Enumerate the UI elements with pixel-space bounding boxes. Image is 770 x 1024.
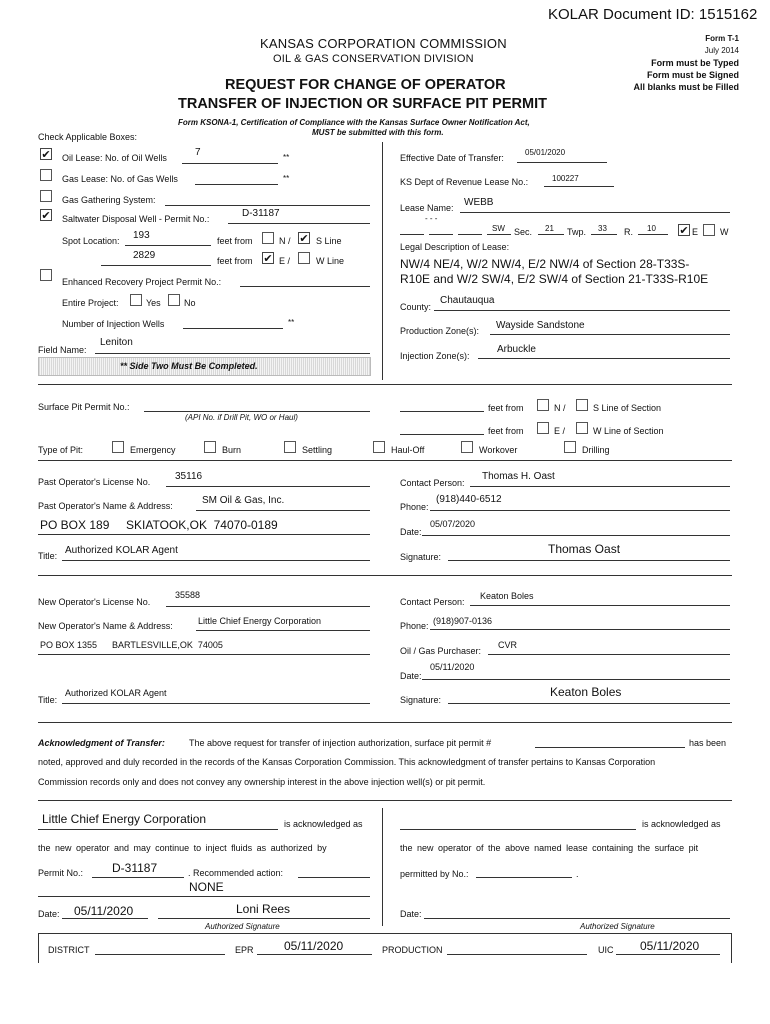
past-contact-line [470,486,730,487]
footer-uic-line [616,954,720,955]
pit-drilling-label: Drilling [582,445,610,455]
entire-project-yes-label: Yes [146,298,161,308]
ack-text-line2: noted, approved and duly recorded in the records of the Kansas Corporation Commission. This acknowledgment of transfer pertains to Kansas Corporation [38,757,656,767]
ack-recommended-label: . Recommended action: [188,868,284,878]
lease-name-label: Lease Name: [400,203,454,213]
twp-value[interactable]: 33 [598,224,607,233]
ack-date-label: Date: [38,909,60,919]
pit-ns-feet-from: feet from [488,403,524,413]
pit-emergency-label: Emergency [130,445,176,455]
spot-ew-line [101,265,211,266]
gas-wells-line [195,184,278,185]
gas-gathering-checkbox[interactable] [40,190,52,202]
new-signature-label: Signature: [400,695,442,705]
new-title-value[interactable]: Authorized KOLAR Agent [65,688,167,698]
pit-n-label: N / [554,403,566,413]
ks-dept-label: KS Dept of Revenue Lease No.: [400,177,529,187]
pit-w-checkbox[interactable] [576,422,588,434]
pit-e-checkbox[interactable] [537,422,549,434]
enhanced-permit-line [240,286,370,287]
footer-epr-line [257,954,372,955]
footer-epr-label: EPR [235,945,254,955]
ack-right-text: the new operator of the above named lease containing the surface pit [400,843,699,853]
injection-wells-asterisk: ** [288,318,295,327]
ack-action-line [38,896,370,897]
gas-lease-label: Gas Lease: No. of Gas Wells [62,174,178,184]
entire-project-no-label: No [184,298,196,308]
note-typed: Form must be Typed [651,58,739,68]
enhanced-recovery-label: Enhanced Recovery Project Permit No.: [62,277,222,287]
twp-label: Twp. [567,227,587,237]
pit-emergency-checkbox[interactable] [112,441,124,453]
ack-date-line [62,918,148,919]
new-address-value[interactable]: PO BOX 1355 BARTLESVILLE,OK 74005 [40,640,223,650]
spot-e-checkbox[interactable]: ✔ [263,253,273,265]
lease-name-value[interactable]: WEBB [464,197,494,208]
oil-wells-value[interactable]: 7 [195,147,201,158]
form-title-line1: REQUEST FOR CHANGE OF OPERATOR [225,77,506,93]
new-contact-line [470,605,730,606]
new-phone-value[interactable]: (918)907-0136 [433,616,493,626]
sec-label: Sec. [514,227,533,237]
ks-dept-value[interactable]: 100227 [552,174,579,183]
past-phone-line [430,510,730,511]
form-title-line2: TRANSFER OF INJECTION OR SURFACE PIT PERMIT [178,96,547,112]
ack-left-signature-line [158,918,370,919]
pit-settling-checkbox[interactable] [284,441,296,453]
ack-left-company[interactable]: Little Chief Energy Corporation [42,812,207,826]
ack-signer-name[interactable]: Loni Rees [236,902,291,916]
past-license-label: Past Operator's License No. [38,477,151,487]
surface-pit-line [144,411,370,412]
swd-permit-line [228,223,370,224]
past-signature-line [448,560,730,561]
spot-e-label: E / [279,256,291,266]
footer-uic-date[interactable]: 05/11/2020 [640,939,700,953]
effective-date-value[interactable]: 05/01/2020 [525,148,566,157]
new-date-label: Date: [400,671,422,681]
production-zone-line [490,334,730,335]
footer-district-line [95,954,225,955]
ack-text-line3: Commission records only and does not convey any ownership interest in the above injection well(s) or pit permit. [38,777,486,787]
pit-type-label: Type of Pit: [38,445,84,455]
column-divider [382,142,383,380]
spot-n-checkbox[interactable] [262,232,274,244]
ack-left-text: the new operator and may continue to inject fluids as authorized by [38,843,327,853]
new-license-label: New Operator's License No. [38,597,151,607]
oil-lease-checkbox[interactable]: ✔ [41,149,51,161]
gas-gathering-label: Gas Gathering System: [62,195,156,205]
section-separator-1 [38,384,732,385]
spot-ns-value[interactable]: 193 [133,230,150,241]
spot-n-label: N / [279,236,291,246]
spot-location-label: Spot Location: [62,236,120,246]
past-signature-value[interactable]: Thomas Oast [548,542,621,556]
past-signature-label: Signature: [400,552,442,562]
past-address-value[interactable]: PO BOX 189 SKIATOOK,OK 74070-0189 [40,518,278,532]
footer-uic-label: UIC [598,945,614,955]
check-applicable-label: Check Applicable Boxes: [38,132,138,142]
ack-left-auth-signature: Authorized Signature [205,922,280,931]
new-purchaser-value[interactable]: CVR [498,640,518,650]
past-title-value[interactable]: Authorized KOLAR Agent [65,545,178,556]
past-license-line [166,486,370,487]
swd-permit-value[interactable]: D-31187 [242,208,280,219]
ack-permitted-by-label: permitted by No.: [400,869,469,879]
spot-w-checkbox[interactable] [298,252,310,264]
gas-lease-checkbox[interactable] [40,169,52,181]
new-phone-label: Phone: [400,621,429,631]
gas-wells-asterisk: ** [283,174,290,183]
pit-haul-off-label: Haul-Off [391,445,425,455]
section-separator-5 [38,800,732,801]
swd-label: Saltwater Disposal Well - Permit No.: [62,214,210,224]
ack-action-value[interactable]: NONE [189,880,224,894]
new-purchaser-label: Oil / Gas Purchaser: [400,646,482,656]
pit-drilling-checkbox[interactable] [564,441,576,453]
pit-ew-feet-from: feet from [488,426,524,436]
new-address-line [38,654,370,655]
ack-divider [382,808,383,926]
new-phone-line [430,629,730,630]
ack-permit-no-line [92,877,184,878]
pit-haul-off-checkbox[interactable] [373,441,385,453]
sec-line [538,234,564,235]
ack-right-company-line [400,829,636,830]
new-title-label: Title: [38,695,58,705]
oil-wells-asterisk: ** [283,153,290,162]
agency-name: KANSAS CORPORATION COMMISSION [260,36,507,51]
injection-zone-value[interactable]: Arbuckle [497,344,536,355]
gas-gathering-line [165,205,370,206]
spot-w-line-label: W Line [316,256,345,266]
ksona-note-line2: MUST be submitted with this form. [312,128,444,137]
injection-wells-label: Number of Injection Wells [62,319,165,329]
pit-w-line-label: W Line of Section [593,426,664,436]
ack-permitted-by-line [476,877,572,878]
past-date-line [422,535,730,536]
ack-left-is-acknowledged: is acknowledged as [284,819,363,829]
production-zone-value[interactable]: Wayside Sandstone [496,320,585,331]
new-license-line [166,606,370,607]
pit-e-label: E / [554,426,566,436]
ack-right-is-acknowledged: is acknowledged as [642,819,721,829]
note-signed: Form must be Signed [646,70,739,80]
footer-production-label: PRODUCTION [382,945,443,955]
field-name-line [95,353,370,354]
section-separator-2 [38,460,732,461]
county-label: County: [400,302,432,312]
ack-permit-line [535,747,685,748]
new-contact-label: Contact Person: [400,597,465,607]
enhanced-recovery-checkbox[interactable] [40,269,52,281]
footer-epr-date[interactable]: 05/11/2020 [284,939,344,953]
ack-recommended-line [298,877,370,878]
past-name-line [196,510,370,511]
new-purchaser-line [488,654,730,655]
injection-wells-line [183,328,283,329]
quarter-line-3 [458,234,482,235]
past-date-value[interactable]: 05/07/2020 [430,519,476,529]
ack-permit-value[interactable]: D-31187 [112,861,158,875]
production-zone-label: Production Zone(s): [400,326,480,336]
lease-name-line [460,212,730,213]
range-value[interactable]: 10 [647,224,656,233]
past-title-label: Title: [38,551,58,561]
past-name-label: Past Operator's Name & Address: [38,501,173,511]
pit-ew-line [400,434,484,435]
section-separator-3 [38,575,732,576]
ksona-note-line1: Form KSONA-1, Certification of Compliance with the Kansas Surface Owner Notification Act, [178,118,530,127]
pit-workover-checkbox[interactable] [461,441,473,453]
ack-left-company-line [38,829,278,830]
surface-pit-label: Surface Pit Permit No.: [38,402,130,412]
range-w-checkbox[interactable] [703,224,715,236]
footer-production-line [447,954,587,955]
new-name-value[interactable]: Little Chief Energy Corporation [198,616,322,626]
county-line [434,310,730,311]
legal-description-line1[interactable]: NW/4 NE/4, W/2 NW/4, E/2 NW/4 of Section 28-T33S- [400,257,690,271]
effective-date-label: Effective Date of Transfer: [400,153,504,163]
range-e-label: E [692,227,699,237]
range-label: R. [624,227,633,237]
note-blanks: All blanks must be Filled [633,82,739,92]
new-name-label: New Operator's Name & Address: [38,621,173,631]
new-date-value[interactable]: 05/11/2020 [430,662,475,672]
twp-line [591,234,617,235]
past-title-line [62,560,370,561]
legal-description-label: Legal Description of Lease: [400,242,510,252]
swd-checkbox[interactable]: ✔ [41,210,51,222]
county-value[interactable]: Chautauqua [440,295,495,306]
ack-heading: Acknowledgment of Transfer: [38,738,165,748]
quarter-line-2 [429,234,453,235]
oil-lease-label: Oil Lease: No. of Oil Wells [62,153,167,163]
injection-zone-label: Injection Zone(s): [400,351,470,361]
new-date-line [422,679,730,680]
effective-date-line [517,162,607,163]
range-w-label: W [720,227,729,237]
footer-district-label: DISTRICT [48,945,90,955]
quarter-line-4 [487,234,511,235]
entire-project-yes-checkbox[interactable] [130,294,142,306]
pit-s-line-label: S Line of Section [593,403,662,413]
spot-s-line-label: S Line [316,236,342,246]
api-note: (API No. if Drill Pit, WO or Haul) [185,413,298,422]
document-id: KOLAR Document ID: 1515162 [548,6,758,23]
oil-wells-line [182,163,278,164]
entire-project-label: Entire Project: [62,298,119,308]
sec-value[interactable]: 21 [545,224,554,233]
pit-ns-line [400,411,484,412]
ack-right-date-label: Date: [400,909,422,919]
past-contact-label: Contact Person: [400,478,465,488]
spot-s-checkbox[interactable]: ✔ [299,233,309,245]
past-name-value[interactable]: SM Oil & Gas, Inc. [202,495,285,506]
spot-ew-feet-from: feet from [217,256,253,266]
field-name-value[interactable]: Leniton [100,337,133,348]
side-two-note: ** Side Two Must Be Completed. [120,361,258,371]
range-line [638,234,668,235]
form-date: July 2014 [704,46,739,55]
ack-permit-label: Permit No.: [38,868,84,878]
pit-workover-label: Workover [479,445,518,455]
ack-text-line1: The above request for transfer of injection authorization, surface pit permit # [189,738,492,748]
quarter-line-1 [400,234,424,235]
past-phone-label: Phone: [400,502,429,512]
new-signature-value[interactable]: Keaton Boles [550,685,622,699]
spot-ew-value[interactable]: 2829 [133,250,156,261]
spot-ns-feet-from: feet from [217,236,253,246]
spot-ns-line [125,245,211,246]
new-name-line [196,630,370,631]
ack-permitted-by-period: . [576,869,579,879]
ks-dept-line [544,186,614,187]
pit-s-checkbox[interactable] [576,399,588,411]
new-title-line [62,703,370,704]
pit-settling-label: Settling [302,445,333,455]
past-date-label: Date: [400,527,422,537]
division-name: OIL & GAS CONSERVATION DIVISION [273,53,474,65]
new-license-value[interactable]: 35588 [175,590,201,600]
form-number: Form T-1 [705,34,739,43]
past-phone-value[interactable]: (918)440-6512 [436,494,502,505]
entire-project-no-checkbox[interactable] [168,294,180,306]
new-contact-value[interactable]: Keaton Boles [480,591,534,601]
pit-burn-checkbox[interactable] [204,441,216,453]
new-signature-line [448,703,730,704]
injection-zone-line [478,358,730,359]
ack-right-date-line [424,918,730,919]
section-separator-4 [38,722,732,723]
legal-description-line2[interactable]: R10E and W/2 SW/4, E/2 SW/4 of Section 21-T33S-R10E [400,272,709,286]
ack-date-value[interactable]: 05/11/2020 [74,904,134,918]
range-e-checkbox[interactable]: ✔ [679,225,689,237]
past-license-value[interactable]: 35116 [175,471,203,482]
past-address-line [38,534,370,535]
ack-has-been: has been [689,738,727,748]
quarter-dashes: - - - [425,214,438,223]
past-contact-value[interactable]: Thomas H. Oast [482,471,555,482]
ack-right-auth-signature: Authorized Signature [580,922,655,931]
field-name-label: Field Name: [38,345,87,355]
pit-burn-label: Burn [222,445,242,455]
pit-n-checkbox[interactable] [537,399,549,411]
quarter-value[interactable]: SW [492,224,505,233]
